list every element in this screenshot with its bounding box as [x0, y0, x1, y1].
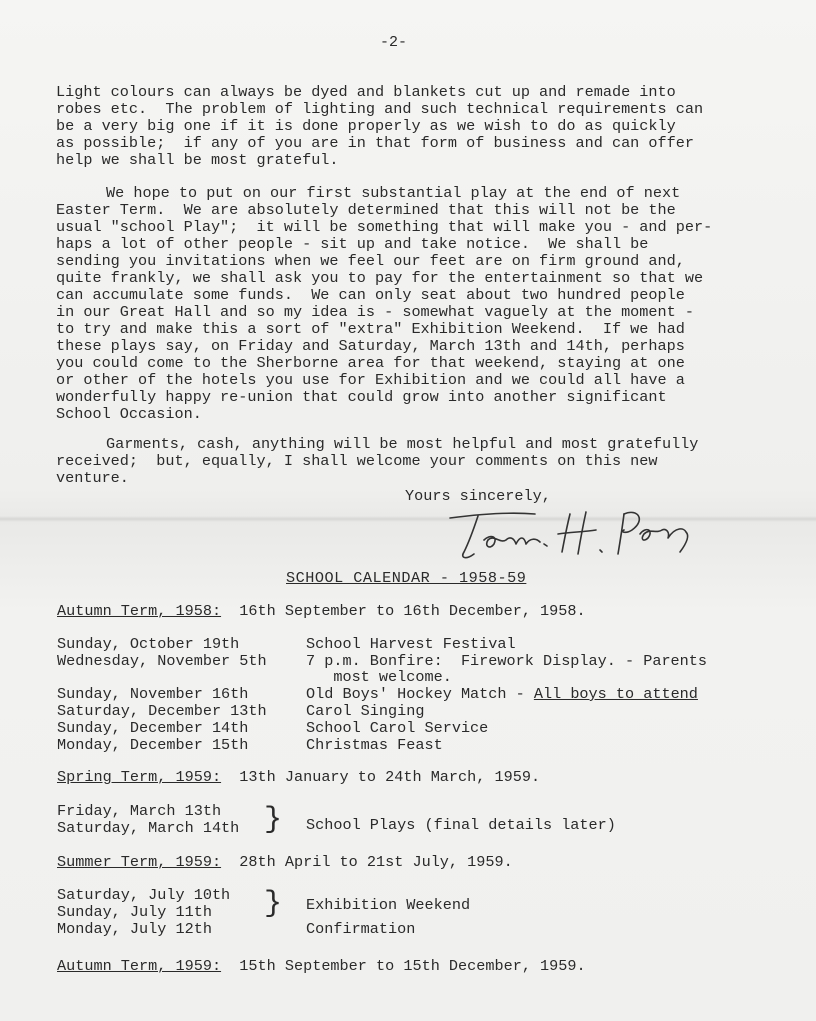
text-line: robes etc. The problem of lighting and such technical requirements can	[56, 100, 704, 118]
paragraph-play	[56, 185, 786, 423]
text-line: haps a lot of other people - sit up and take notice. We shall be	[56, 235, 649, 253]
event-date: Saturday, March 14th	[57, 819, 240, 837]
event-text: most welcome.	[306, 668, 452, 686]
text-line: help we shall be most grateful.	[56, 151, 339, 169]
event-emphasis: All boys to attend	[533, 685, 698, 703]
text-line: be a very big one if it is done properly as we wish to do as quickly	[56, 117, 676, 135]
signature-icon	[440, 500, 700, 570]
calendar-title: SCHOOL CALENDAR - 1958-59	[286, 569, 527, 587]
text-line: to try and make this a sort of "extra" Exhibition Weekend. If we had	[56, 320, 685, 338]
text-line: sending you invitations when we feel our feet are on firm ground and,	[56, 252, 685, 270]
term-label: Autumn Term, 1959:	[57, 957, 222, 975]
event-date: Saturday, July 10th	[57, 886, 231, 904]
text-line: can accumulate some funds. We can only seat about two hundred people	[56, 286, 685, 304]
text-line: Light colours can always be dyed and blankets cut up and remade into	[56, 83, 676, 101]
paragraph-garments	[56, 436, 786, 487]
event-text: School Plays (final details later)	[306, 816, 616, 834]
event-date: Monday, December 15th	[57, 736, 249, 754]
term-dates: 28th April to 21st July, 1959.	[239, 853, 513, 871]
event-date: Wednesday, November 5th	[57, 652, 267, 670]
event-text: Confirmation	[306, 920, 416, 938]
event-date: Sunday, October 19th	[57, 635, 240, 653]
event-date: Friday, March 13th	[57, 802, 222, 820]
event-text: Exhibition Weekend	[306, 896, 471, 914]
text-line: received; but, equally, I shall welcome your comments on this new	[56, 452, 658, 470]
page-number: -2-	[380, 34, 408, 51]
text-line: or other of the hotels you use for Exhibition and we could all have a	[56, 371, 685, 389]
text-line: School Occasion.	[56, 405, 202, 423]
event-text: Carol Singing	[306, 702, 425, 720]
event-date: Saturday, December 13th	[57, 702, 267, 720]
text-line: Garments, cash, anything will be most helpful and most gratefully	[106, 435, 699, 453]
event-text: 7 p.m. Bonfire: Firework Display. - Parents	[306, 652, 708, 670]
event-text	[306, 686, 698, 703]
text-line: We hope to put on our first substantial play at the end of next	[106, 184, 681, 202]
event-text: Christmas Feast	[306, 736, 443, 754]
text-line: venture.	[56, 469, 129, 487]
term-dates: 15th September to 15th December, 1959.	[239, 957, 586, 975]
term-label: Summer Term, 1959:	[57, 853, 222, 871]
closing: Yours sincerely,	[405, 487, 551, 505]
event-date: Sunday, November 16th	[57, 685, 249, 703]
text-line: as possible; if any of you are in that form of business and can offer	[56, 134, 694, 152]
text-line: you could come to the Sherborne area for that weekend, staying at one	[56, 354, 685, 372]
term-dates: 13th January to 24th March, 1959.	[239, 768, 541, 786]
term-summer-1959	[57, 853, 513, 871]
term-dates: 16th September to 16th December, 1958.	[239, 602, 586, 620]
text-line: in our Great Hall and so my idea is - somewhat vaguely at the moment -	[56, 303, 694, 321]
event-text-main: Old Boys' Hockey Match -	[306, 685, 534, 703]
event-text: School Carol Service	[306, 719, 489, 737]
term-autumn-1958	[57, 602, 586, 620]
text-line: usual "school Play"; it will be something that will make you - and per-	[56, 218, 713, 236]
text-line: these plays say, on Friday and Saturday, March 13th and 14th, perhaps	[56, 337, 685, 355]
event-date: Sunday, July 11th	[57, 903, 212, 921]
brace-icon: }	[264, 803, 283, 837]
text-line: Easter Term. We are absolutely determined that this will not be the	[56, 201, 676, 219]
term-autumn-1959	[57, 957, 586, 975]
brace-icon: }	[264, 887, 283, 921]
event-text: School Harvest Festival	[306, 635, 516, 653]
paragraph-lighting	[56, 84, 786, 169]
term-label: Spring Term, 1959:	[57, 768, 222, 786]
term-label: Autumn Term, 1958:	[57, 602, 222, 620]
term-spring-1959	[57, 768, 540, 786]
event-date: Sunday, December 14th	[57, 719, 249, 737]
text-line: quite frankly, we shall ask you to pay for the entertainment so that we	[56, 269, 704, 287]
event-date: Monday, July 12th	[57, 920, 212, 938]
text-line: wonderfully happy re-union that could grow into another significant	[56, 388, 667, 406]
